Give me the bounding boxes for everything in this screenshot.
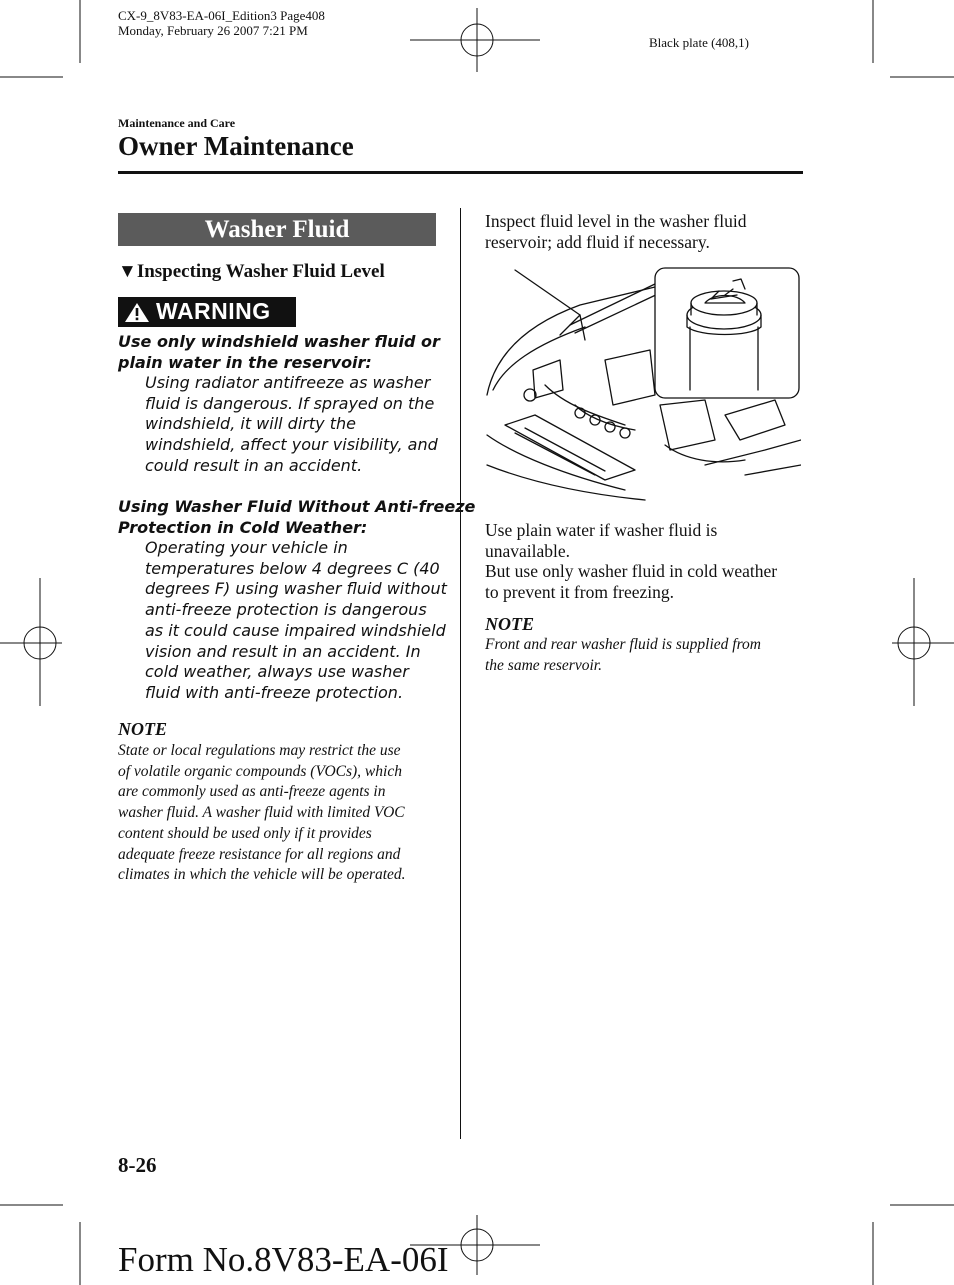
text-line: windshield, affect your visibility, and <box>145 435 438 455</box>
text-line: Using radiator antifreeze as washer <box>145 373 431 392</box>
warning-label: WARNING <box>156 298 271 324</box>
triangle-down-icon: ▼ <box>118 261 137 282</box>
warning2-title <box>118 497 475 538</box>
topic-banner: Washer Fluid <box>118 213 436 246</box>
text-line: content should be used only if it provides <box>118 824 372 842</box>
text-line: anti-freeze protection is dangerous <box>145 600 427 620</box>
text-line: could result in an accident. <box>145 455 363 475</box>
section-title: Owner Maintenance <box>118 131 354 161</box>
washer-reservoir-illustration <box>485 265 801 502</box>
text-line: vision and result in an accident. In <box>145 641 421 661</box>
text-line: Using Washer Fluid Without Anti-freeze <box>118 497 476 516</box>
note-body-left <box>118 741 406 886</box>
form-number: Form No.8V83-EA-06I <box>118 1240 449 1279</box>
text-line: fluid with anti-freeze protection. <box>145 682 404 702</box>
warning2-body <box>145 538 447 704</box>
text-line: Operating your vehicle in <box>145 538 348 557</box>
text-line: of volatile organic compounds (VOCs), which <box>118 762 402 780</box>
note-body-right <box>485 635 761 676</box>
print-job-line-2: Monday, February 26 2007 7:21 PM <box>118 23 308 38</box>
text-line: Front and rear washer fluid is supplied from <box>485 636 761 653</box>
note-heading-right: NOTE <box>485 614 534 634</box>
warning-triangle-icon <box>124 302 150 323</box>
text-line: temperatures below 4 degrees C (40 <box>145 558 440 578</box>
column-divider <box>460 208 461 1139</box>
warning-badge <box>118 297 296 327</box>
text-line: are commonly used as anti-freeze agents in <box>118 783 386 801</box>
text-line: the same reservoir. <box>485 656 602 674</box>
text-line: Protection in Cold Weather: <box>118 517 368 537</box>
text-line: windshield, it will dirty the <box>145 414 356 434</box>
usage-paragraph <box>485 520 777 603</box>
text-line: as it could cause impaired windshield <box>145 620 446 640</box>
header-rule <box>118 171 803 174</box>
text-line: washer fluid. A washer fluid with limited VOC <box>118 804 405 822</box>
text-line: Use only windshield washer fluid or <box>118 332 440 351</box>
text-line: Use plain water if washer fluid is <box>485 520 718 540</box>
text-line: degrees F) using washer fluid without <box>145 579 447 599</box>
text-line: plain water in the reservoir: <box>118 352 372 372</box>
text-line: But use only washer fluid in cold weather <box>485 561 778 582</box>
chapter-label: Maintenance and Care <box>118 116 236 130</box>
text-line: fluid is dangerous. If sprayed on the <box>145 393 435 413</box>
page-number: 8-26 <box>118 1153 157 1177</box>
warning1-body <box>145 373 438 477</box>
subhead <box>118 261 385 283</box>
subhead-text: Inspecting Washer Fluid Level <box>136 261 385 282</box>
text-line: Inspect fluid level in the washer fluid <box>485 211 747 231</box>
text-line: to prevent it from freezing. <box>485 582 675 603</box>
warning1-title <box>118 332 440 373</box>
text-line: cold weather, always use washer <box>145 662 409 682</box>
text-line: State or local regulations may restrict the use <box>118 742 401 759</box>
text-line: climates in which the vehicle will be operated. <box>118 866 406 884</box>
intro-paragraph <box>485 211 746 252</box>
plate-label: Black plate (408,1) <box>649 35 749 50</box>
print-job-line-1: CX-9_8V83-EA-06I_Edition3 Page408 <box>118 8 325 23</box>
text-line: unavailable. <box>485 540 571 561</box>
note-heading-left: NOTE <box>118 719 167 739</box>
text-line: adequate freeze resistance for all regions and <box>118 845 401 863</box>
text-line: reservoir; add fluid if necessary. <box>485 231 710 252</box>
